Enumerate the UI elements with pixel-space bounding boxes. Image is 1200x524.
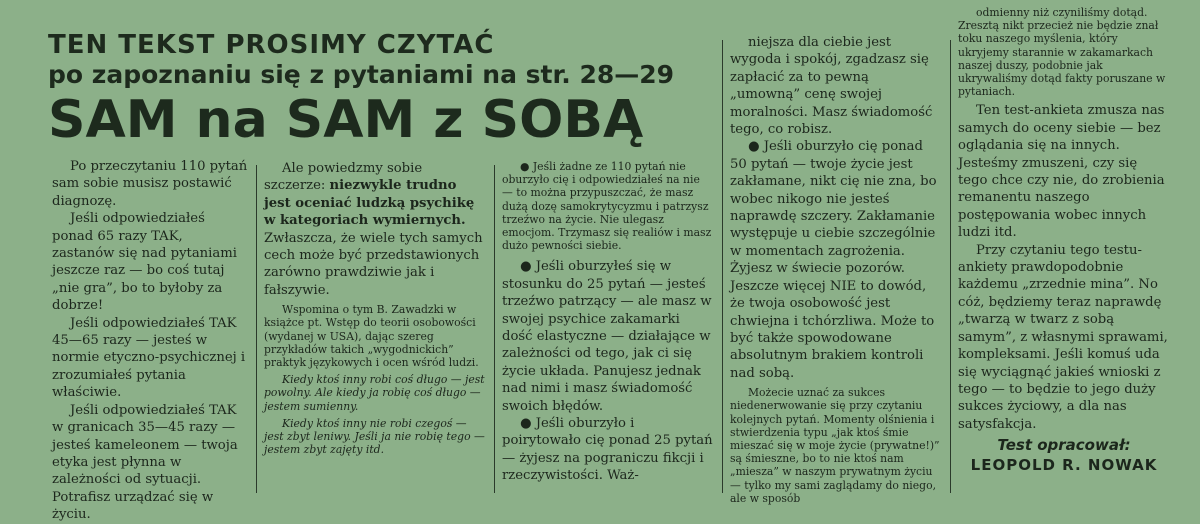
column-5 [958,6,1170,474]
column-1 [52,158,248,524]
column-4 [730,34,942,509]
col4-small-note: Możecie uznać za sukces niedenerwowanie się przy czytaniu kolejnych pytań. Momenty olśnienia i stwierdzenia typu „jak ktoś śmie mieszać się w moje życie (prywatne!)” są śmieszne, bo to nie ktoś nam „miesza” w naszym prywatnym życiu — tylko my sami zaglądamy do niego, ale w sposób [730,386,940,505]
column-rule [256,165,257,493]
credit-name: LEOPOLD R. NOWAK [970,455,1158,474]
col1-paragraph: Jeśli odpowiedziałeś TAK 45—65 razy — jesteś w normie etyczno-psychicznej i zrozumiałeś pytania właściwie. [52,315,246,401]
col4-paragraph: niejsza dla ciebie jest wygoda i spokój, zgadzasz się zapłacić za to pewną „umowną” cenę swojej moralności. Masz świadomość tego, co robisz. [730,35,933,138]
col5-paragraph: Ten test-ankieta zmusza nas samych do oceny siebie — bez oglądania się na innych. Jesteśmy zmuszeni, czy się tego chce czy nie, do zrobienia remanentu naszego postępowania wobec innych ludzi itd. [958,103,1165,241]
col4-paragraph: ● Jeśli oburzyło cię ponad 50 pytań — twoje życie jest zakłamane, nikt cię nie zna, bo wobec nikogo nie jesteś naprawdę szczery. Zakłamanie występuje u ciebie szczególnie w momentach zagrożenia. Żyjesz w świecie pozorów. Jeszcze więcej NIE to dowód, że twoja osobowość jest chwiejna i tchórzliwa. Może to być także spowodowane absolutnym brakiem kontroli nad sobą. [730,139,937,381]
col2-small-quote: Kiedy ktoś inny robi coś długo — jest powolny. Ale kiedy ja robię coś długo — jestem sumienny. [264,373,485,413]
col2-notes [264,303,486,456]
col1-paragraph: Jeśli odpowiedziałeś ponad 65 razy TAK, zastanów się nad pytaniami jeszcze raz — bo coś tutaj „nie gra”, bo to byłoby za dobrze! [52,211,237,314]
col2-intro-end: Zwłaszcza, że wiele tych samych cech może być przedstawionych zarówno prawdziwie jak i fałszywie. [264,230,483,298]
column-3 [502,160,714,485]
col1-paragraph: Jeśli odpowiedziałeś TAK w granicach 35—45 razy — jesteś kameleonem — twoja etyka jest płynna w zależności od sytuacji. Potrafisz urządzać się w życiu. [52,402,238,523]
col3-small-note: ● Jeśli żadne ze 110 pytań nie oburzyło cię i odpowiedziałeś na nie — to można przypuszczać, że masz dużą dozę samokrytycyzmu i patrzysz trzeźwo na życie. Nie ulegasz emocjom. Trzymasz się realiów i masz dużo pewności siebie. [502,160,712,253]
column-2 [264,160,486,460]
col4-notes [730,386,942,505]
col2-intro-start: Ale powiedzmy sobie szczerze: [264,161,423,194]
col2-small-note: Wspomina o tym B. Zawadzki w książce pt. Wstęp do teorii osobowości (wydanej w USA), dając szereg przykładów takich „wygodnickich” praktyk językowych i ocen wśród ludzi. [264,303,479,370]
col3-paragraph: ● Jeśli oburzyło i poirytowało cię ponad 25 pytań — żyjesz na pograniczu fikcji i rzeczywistości. Waż- [502,416,713,484]
col2-intro-bold: niezwykle trudno jest oceniać ludzką psychikę w kategoriach wymiernych. [264,178,475,229]
headline-title: SAM na SAM z SOBĄ [48,90,644,150]
headline-line2: po zapoznaniu się z pytaniami na str. 28—29 [48,60,675,89]
col5-small-note: odmienny niż czyniliśmy dotąd. Zresztą nikt przecież nie będzie znał toku naszego myślenia, który ukryjemy starannie w zakamarkach naszej duszy, podobnie jak ukrywaliśmy dotąd fakty poruszane w pytaniach. [958,6,1166,99]
col1-paragraph: Po przeczytaniu 110 pytań sam sobie musisz postawić diagnozę. [52,159,248,209]
column-rule [950,40,951,493]
col2-intro [264,160,486,299]
col2-small-quote: Kiedy ktoś inny nie robi czegoś — jest zbyt leniwy. Jeśli ja nie robię tego — jestem zbyt zajęty itd. [264,416,485,457]
headline-line1: TEN TEKST PROSIMY CZYTAĆ [48,30,495,60]
col3-paragraph: ● Jeśli oburzyłeś się w stosunku do 25 pytań — jesteś trzeźwo patrzący — ale masz w swojej psychice zakamarki dość elastyczne — działające w zależności od tego, jak ci się życie układa. Panujesz jednak nad nimi i masz świadomość swoich błędów. [502,259,712,414]
headline [48,30,708,148]
col5-notes [958,6,1170,98]
col5-paragraph: Przy czytaniu tego testu-ankiety prawdopodobnie każdemu „zrzednie mina”. No cóż, będziemy teraz naprawdę „twarzą w twarz z sobą samym”, z własnymi sprawami, kompleksami. Jeśli komuś uda się wyciągnąć jakieś wnioski z tego — to będzie to jego duży sukces życiowy, a dla nas satysfakcja. [958,242,1168,432]
column-rule [722,40,723,493]
col3-notes [502,160,714,252]
column-rule [494,165,495,493]
credit-label: Test opracował: [997,436,1131,455]
